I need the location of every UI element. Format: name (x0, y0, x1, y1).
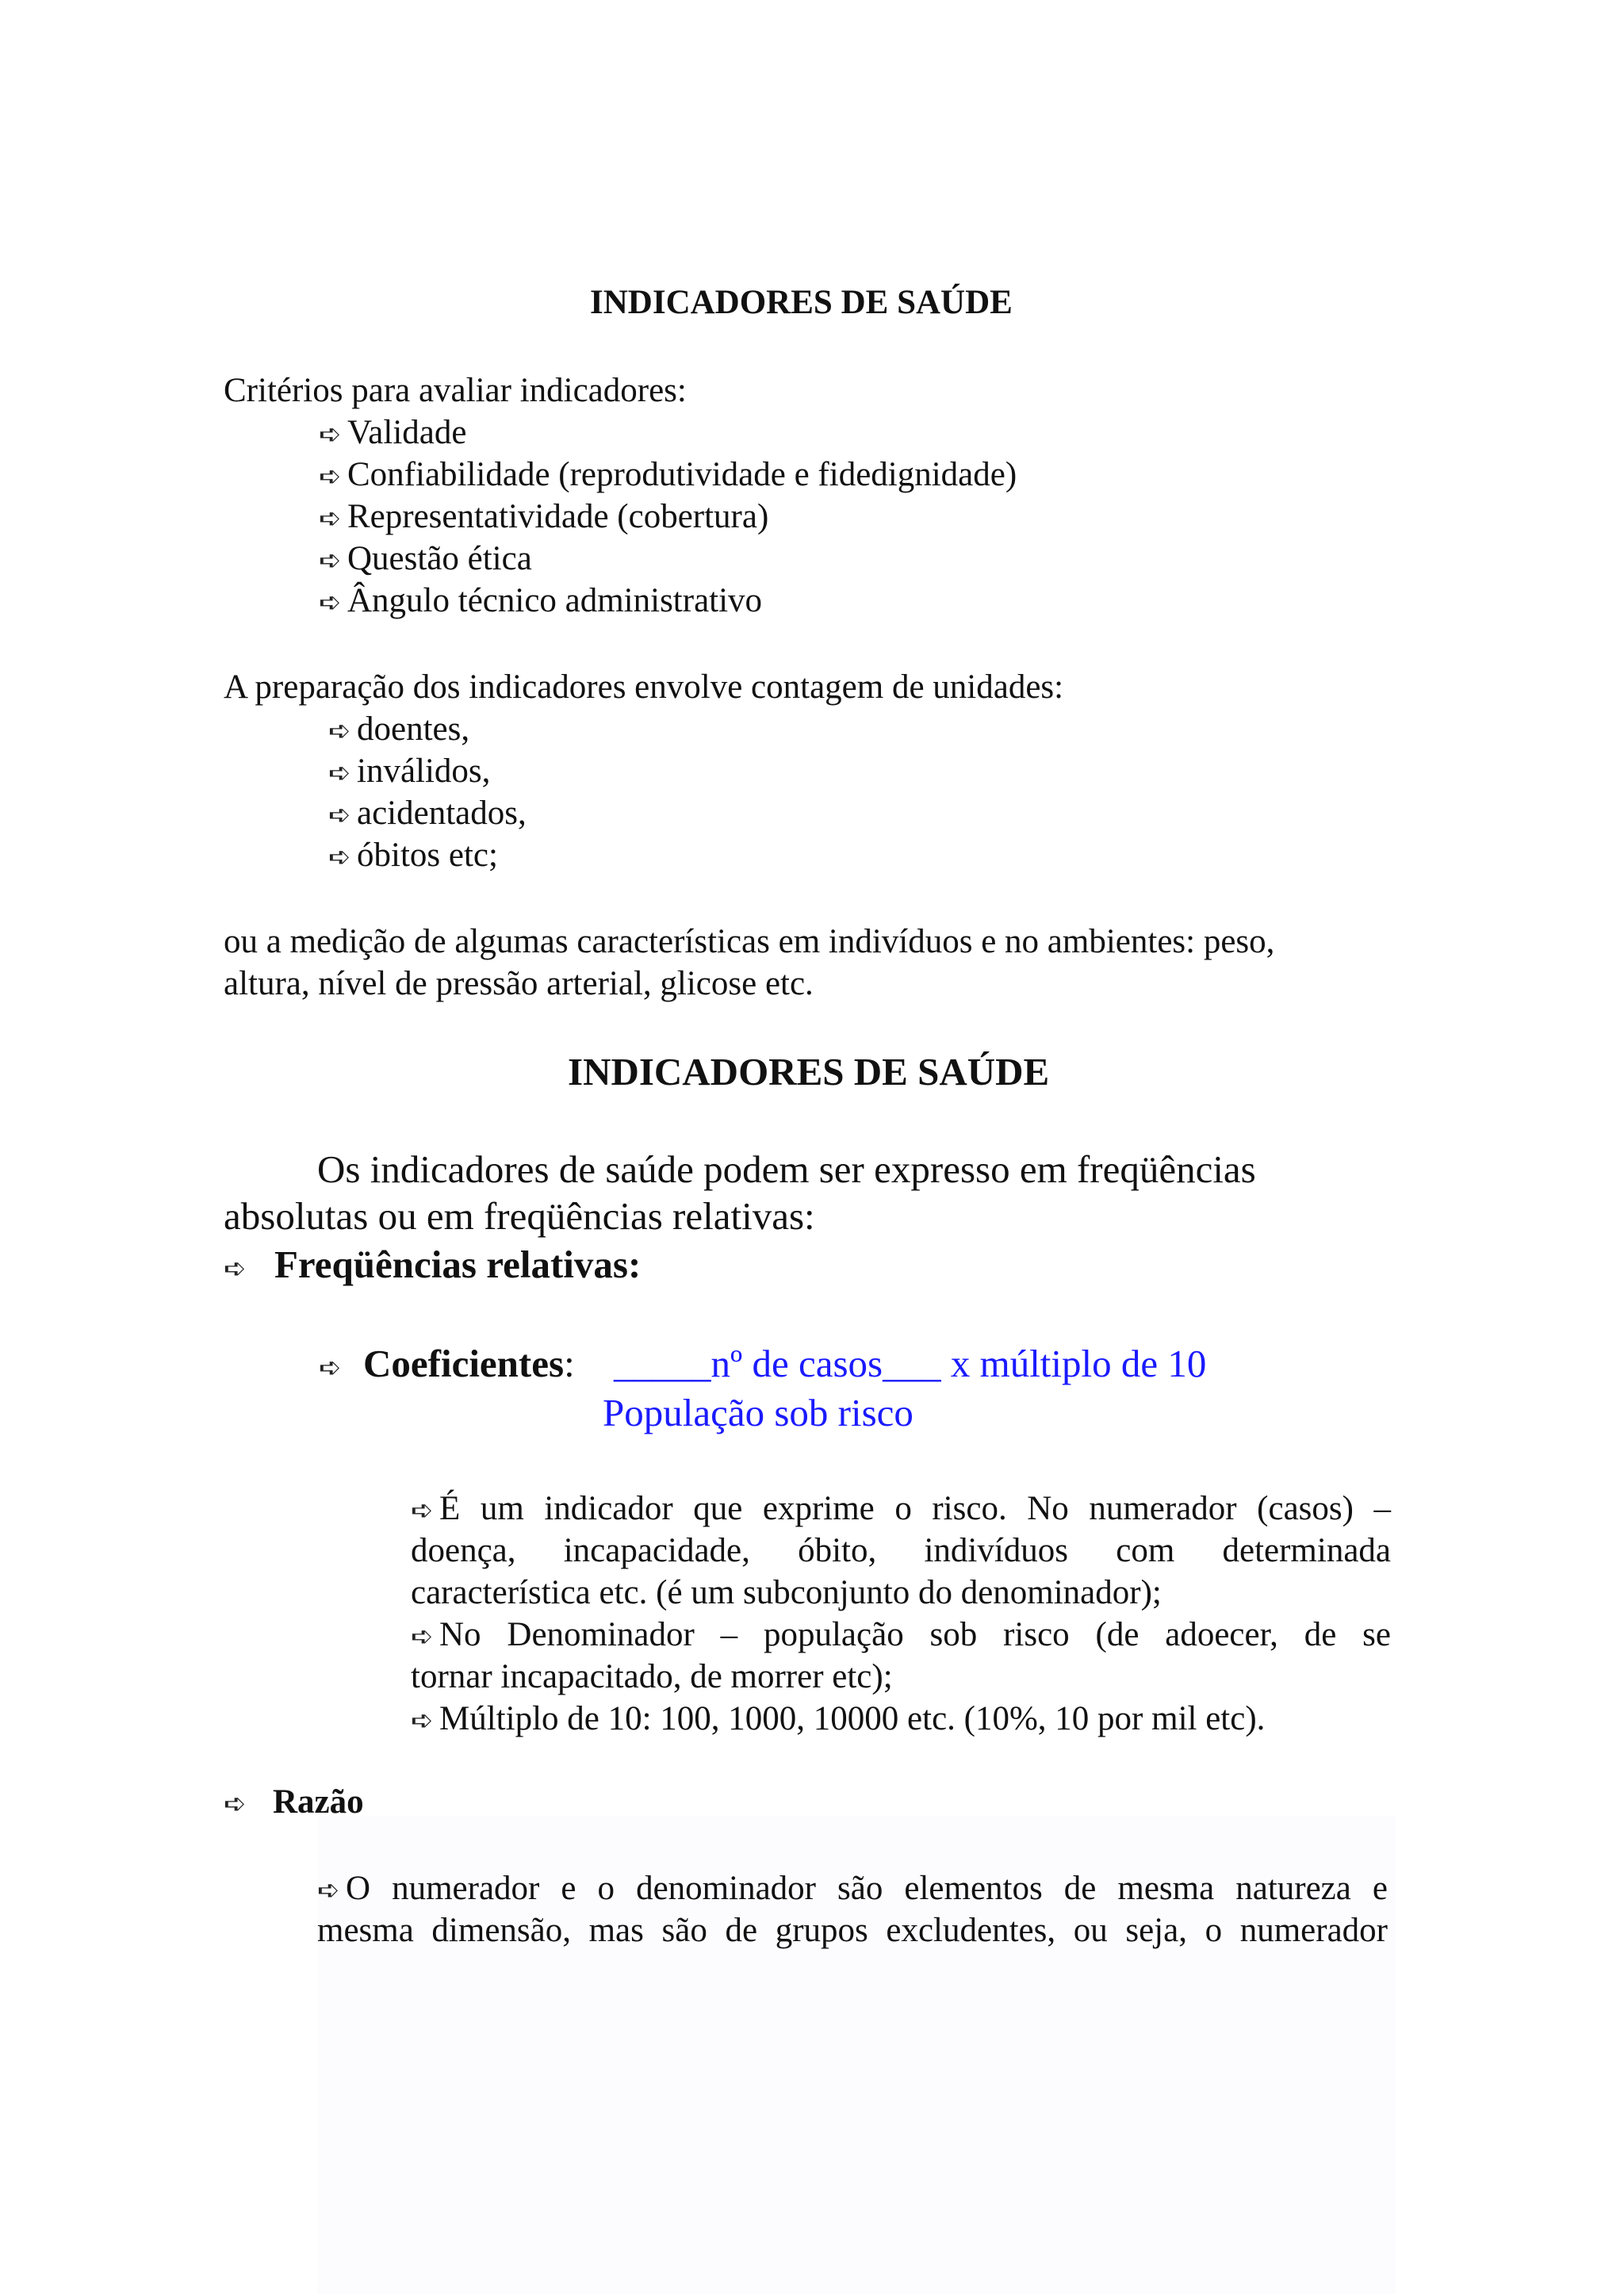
arrow-bullet-icon: ➪ (319, 587, 342, 618)
arrow-bullet-icon: ➪ (224, 1788, 247, 1820)
unit-item: ➪ inválidos, (328, 750, 490, 795)
criteria-item: ➪ Validade (319, 412, 466, 456)
arrow-bullet-icon: ➪ (328, 799, 351, 831)
unit-item: ➪ doentes, (328, 708, 469, 753)
arrow-bullet-icon: ➪ (411, 1705, 434, 1737)
razao-paragraph-line: mesma dimensão, mas são de grupos excludentes, ou seja, o numerador (317, 1912, 1388, 1949)
razao-heading: ➪ Razão (224, 1781, 364, 1825)
coef-paragraph-line: característica etc. (é um subconjunto do denominador); (411, 1574, 1162, 1611)
coef-paragraph-line: ➪ Múltiplo de 10: 100, 1000, 10000 etc. (10%, 10 por mil etc). (411, 1698, 1265, 1742)
criteria-item: ➪ Ângulo técnico administrativo (319, 580, 762, 624)
expr-line: Os indicadores de saúde podem ser expresso em freqüências (317, 1147, 1256, 1191)
arrow-bullet-icon: ➪ (319, 503, 342, 534)
criteria-item: ➪ Representatividade (cobertura) (319, 496, 768, 540)
arrow-bullet-icon: ➪ (411, 1621, 434, 1653)
razao-paragraph-line: ➪ O numerador e o denominador são elementos de mesma natureza e (317, 1867, 1388, 1912)
coeficientes-line: ➪ Coeficientes: (319, 1340, 575, 1392)
freq-relativas-heading: ➪ Freqüências relativas: (224, 1241, 641, 1293)
coef-paragraph-line: ➪ É um indicador que exprime o risco. No numerador (casos) – (411, 1488, 1391, 1532)
arrow-bullet-icon: ➪ (319, 419, 342, 450)
formula-numerator: _____nº de casos___ x múltiplo de 10 (614, 1342, 1207, 1385)
arrow-bullet-icon: ➪ (411, 1495, 434, 1526)
arrow-bullet-icon: ➪ (319, 545, 342, 576)
measure-line: altura, nível de pressão arterial, glicose etc. (224, 965, 814, 1002)
arrow-bullet-icon: ➪ (317, 1875, 340, 1906)
measure-line: ou a medição de algumas características em indivíduos e no ambientes: peso, (224, 923, 1275, 960)
coef-paragraph-line: doença, incapacidade, óbito, indivíduos com determinada (411, 1532, 1391, 1569)
expr-line: absolutas ou em freqüências relativas: (224, 1194, 815, 1238)
formula-denominator: População sob risco (603, 1391, 914, 1434)
arrow-bullet-icon: ➪ (328, 757, 351, 789)
arrow-bullet-icon: ➪ (328, 841, 351, 873)
arrow-bullet-icon: ➪ (319, 1352, 342, 1384)
criteria-intro: Critérios para avaliar indicadores: (224, 372, 687, 409)
criteria-item: ➪ Questão ética (319, 538, 532, 582)
arrow-bullet-icon: ➪ (328, 715, 351, 747)
coef-paragraph-line: ➪ No Denominador – população sob risco (de adoecer, de se (411, 1614, 1391, 1658)
coeficientes-label: Coeficientes (363, 1342, 565, 1385)
criteria-item: ➪ Confiabilidade (reprodutividade e fidedignidade) (319, 454, 1017, 498)
arrow-bullet-icon: ➪ (224, 1253, 247, 1285)
prep-intro: A preparação dos indicadores envolve contagem de unidades: (224, 668, 1064, 706)
arrow-bullet-icon: ➪ (319, 461, 342, 492)
coef-paragraph-line: tornar incapacitado, de morrer etc); (411, 1658, 893, 1695)
unit-item: ➪ óbitos etc; (328, 834, 498, 879)
title-indicadores: INDICADORES DE SAÚDE (590, 284, 1013, 321)
title-indicadores-2: INDICADORES DE SAÚDE (568, 1050, 1050, 1093)
unit-item: ➪ acidentados, (328, 792, 527, 837)
